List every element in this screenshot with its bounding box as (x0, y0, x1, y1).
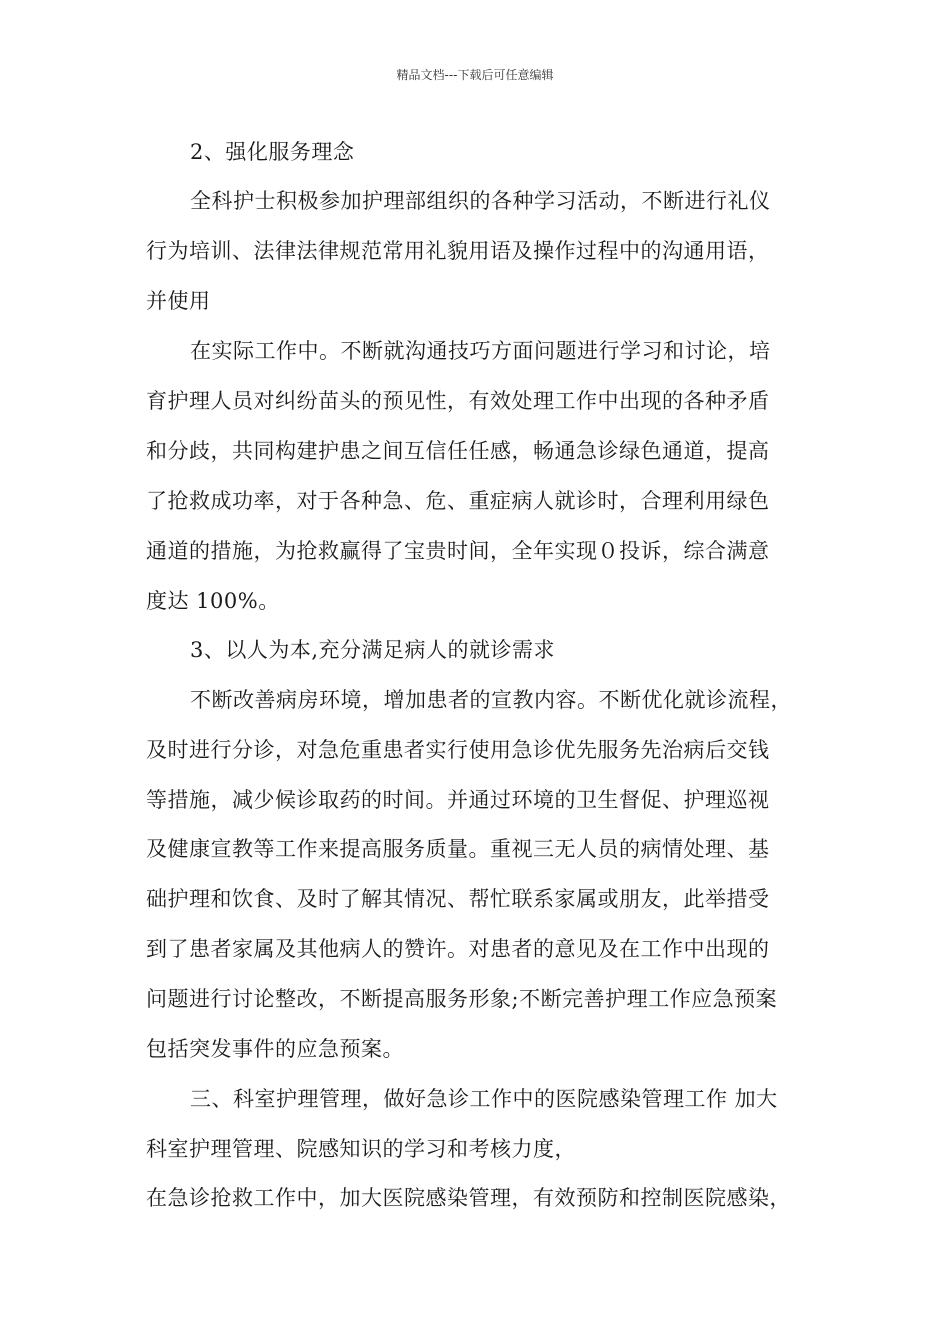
text-line: 通道的措施，为抢救赢得了宝贵时间，全年实现０投诉，综合满意 (146, 539, 770, 563)
heading-2: 2、强化服务理念 (190, 140, 355, 164)
text-line: 并使用 (146, 289, 211, 313)
page-header: 精品文档---下载后可任意编辑 (396, 68, 554, 82)
text-line: 不断改善病房环境，增加患者的宣教内容。不断优化就诊流程， (190, 688, 792, 712)
text-line: 到了患者家属及其他病人的赞许。对患者的意见及在工作中出现的 (146, 937, 770, 961)
text-line: 包括突发事件的应急预案。 (146, 1037, 404, 1061)
text-line: 科室护理管理、院感知识的学习和考核力度， (146, 1137, 576, 1161)
text-line: 及时进行分诊，对急危重患者实行使用急诊优先服务先治病后交钱 (146, 738, 770, 762)
text-line: 础护理和饮食、及时了解其情况、帮忙联系家属或朋友，此举措受 (146, 887, 770, 911)
text-line: 育护理人员对纠纷苗头的预见性，有效处理工作中出现的各种矛盾 (146, 389, 770, 413)
text-line: 及健康宣教等工作来提高服务质量。重视三无人员的病情处理、基 (146, 837, 770, 861)
text-line: 度达 100%。 (146, 589, 280, 613)
text-line: 在实际工作中。不断就沟通技巧方面问题进行学习和讨论，培 (190, 339, 771, 363)
text-line: 行为培训、法律法律规范常用礼貌用语及操作过程中的沟通用语， (146, 239, 770, 263)
text-line: 问题进行讨论整改，不断提高服务形象;不断完善护理工作应急预案 (146, 987, 778, 1011)
heading-3: 3、以人为本,充分满足病人的就诊需求 (190, 638, 556, 662)
text-line: 全科护士积极参加护理部组织的各种学习活动，不断进行礼仪 (190, 189, 771, 213)
text-line: 了抢救成功率，对于各种急、危、重症病人就诊时，合理利用绿色 (146, 489, 770, 513)
text-line: 在急诊抢救工作中，加大医院感染管理，有效预防和控制医院感染， (146, 1186, 791, 1210)
section-heading-3: 三、科室护理管理，做好急诊工作中的医院感染管理工作 加大 (190, 1087, 778, 1111)
text-line: 和分歧，共同构建护患之间互信任任感，畅通急诊绿色通道，提高 (146, 439, 770, 463)
text-line: 等措施，减少候诊取药的时间。并通过环境的卫生督促、护理巡视 (146, 788, 770, 812)
